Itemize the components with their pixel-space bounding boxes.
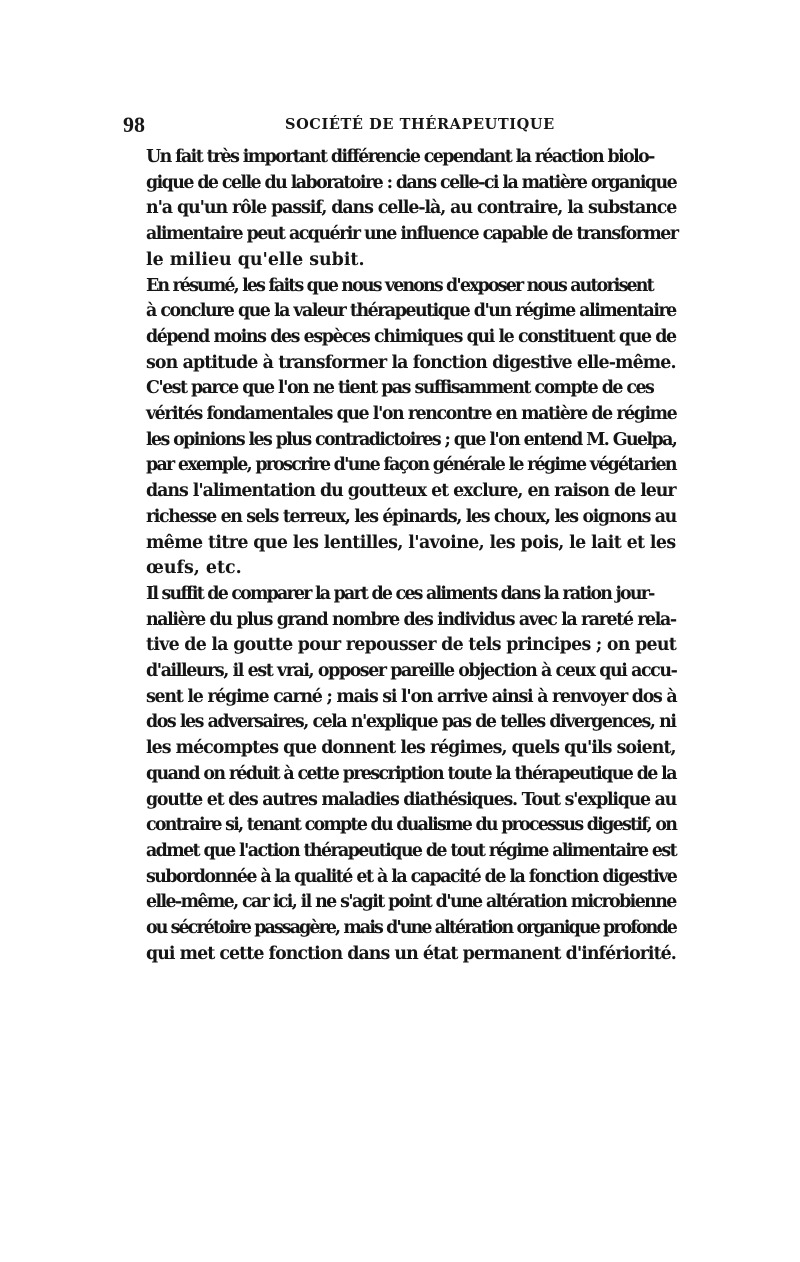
page-header (123, 112, 683, 142)
text-line: En résumé, les faits que nous venons d'exposer nous autorisent (146, 275, 653, 296)
text-line: subordonnée à la qualité et à la capacité de la fonction digestive (146, 866, 677, 887)
body-text (123, 145, 676, 968)
text-line: dos les adversaires, cela n'explique pas de telles divergences, ni (146, 712, 676, 733)
text-line: par exemple, proscrire d'une façon générale le régime végétarien (146, 455, 676, 476)
text-line: nalière du plus grand nombre des individus avec la rareté rela- (146, 609, 676, 630)
text-line: richesse en sels terreux, les épinards, les choux, les oignons au (146, 506, 676, 527)
text-line: vérités fondamentales que l'on rencontre en matière de régime (146, 404, 677, 425)
text-line: son aptitude à transformer la fonction digestive elle-même. (146, 352, 676, 373)
text-line: à conclure que la valeur thérapeutique d'un régime alimentaire (146, 301, 676, 322)
text-line: œufs, etc. (146, 558, 242, 579)
text-line: d'ailleurs, il est vrai, opposer pareille objection à ceux qui accu- (146, 661, 677, 682)
page-number: 98 (123, 112, 145, 137)
text-line: les mécomptes que donnent les régimes, quels qu'ils soient, (146, 738, 676, 759)
text-line: dans l'alimentation du goutteux et exclure, en raison de leur (146, 481, 676, 502)
paragraph (123, 376, 676, 582)
text-line: dépend moins des espèces chimiques qui le constituent que de (146, 326, 676, 347)
text-line: Il suffit de comparer la part de ces aliments dans la ration jour- (146, 583, 654, 604)
text-line: alimentaire peut acquérir une influence capable de transformer (146, 224, 678, 245)
text-line: contraire si, tenant compte du dualisme du processus digestif, on (146, 815, 677, 836)
text-line: sent le régime carné ; mais si l'on arrive ainsi à renvoyer dos à (146, 686, 677, 707)
text-line: n'a qu'un rôle passif, dans celle-là, au contraire, la substance (146, 198, 677, 219)
paragraph (123, 274, 676, 377)
text-line: C'est parce que l'on ne tient pas suffisamment compte de ces (146, 378, 654, 399)
text-line: goutte et des autres maladies diathésiques. Tout s'explique au (146, 789, 677, 810)
text-line: ou sécrétoire passagère, mais d'une altération organique profonde (146, 918, 676, 939)
paragraph (123, 582, 676, 968)
text-line: elle-même, car ici, il ne s'agit point d'une altération microbienne (146, 892, 676, 913)
text-line: qui met cette fonction dans un état permanent d'infériorité. (146, 943, 676, 964)
text-line: Un fait très important différencie cependant la réaction biolo- (146, 147, 654, 167)
text-line: gique de celle du laboratoire : dans celle-ci la matière organique (146, 172, 677, 193)
text-line: les opinions les plus contradictoires ; que l'on entend M. Guelpa, (146, 429, 677, 450)
running-title: SOCIÉTÉ DE THÉRAPEUTIQUE (285, 116, 555, 133)
text-line: tive de la goutte pour repousser de tels principes ; on peut (146, 635, 677, 656)
text-line: admet que l'action thérapeutique de tout régime alimentaire est (146, 840, 677, 861)
text-line: quand on réduit à cette prescription toute la thérapeutique de la (146, 763, 676, 784)
text-line: même titre que les lentilles, l'avoine, les pois, le lait et les (146, 532, 676, 553)
paragraph (123, 145, 676, 274)
text-line: le milieu qu'elle subit. (146, 249, 365, 270)
